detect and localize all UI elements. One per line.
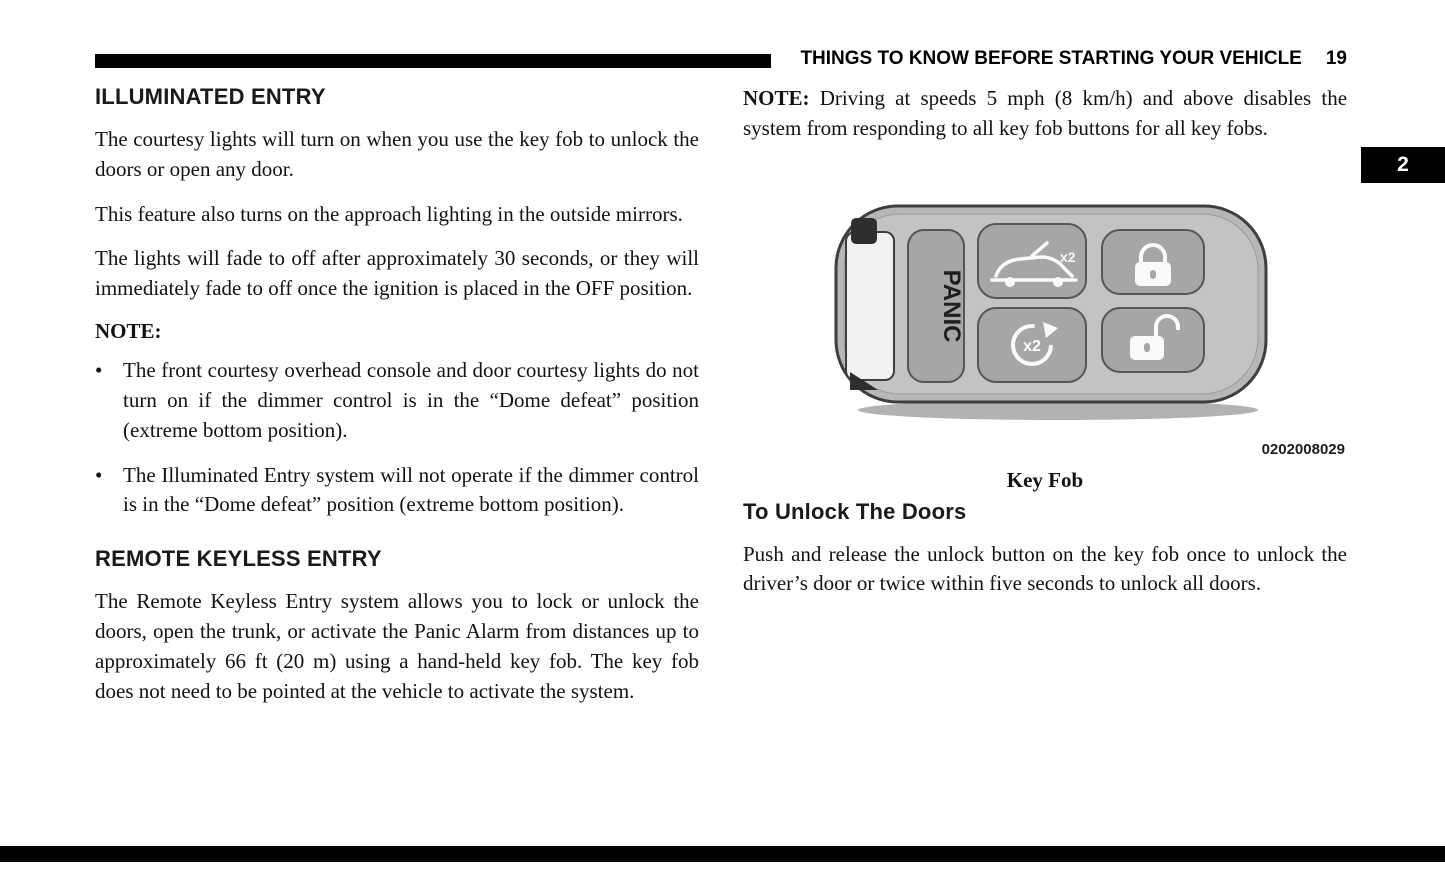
note-label: NOTE: <box>743 86 810 110</box>
figure-caption: Key Fob <box>1006 467 1084 492</box>
key-fob-illustration <box>810 178 1280 430</box>
remote-start-x2-label: x2 <box>1023 337 1041 355</box>
page-number: 19 <box>1325 48 1347 69</box>
section-heading-to-unlock-the-doors: To Unlock The Doors <box>743 498 967 524</box>
paragraph: The courtesy lights will turn on when you use the key fob to unlock the doors or open any door. <box>95 127 699 181</box>
note-paragraph <box>743 84 1347 144</box>
list-item <box>95 461 699 521</box>
section-heading-remote-keyless-entry: REMOTE KEYLESS ENTRY <box>95 546 382 572</box>
paragraph: The lights will fade to off after approximately 30 seconds, or they will immediately fade to off once the ignition is placed in the OFF position. <box>95 246 699 301</box>
section-tab <box>1361 147 1445 183</box>
note-text: Driving at speeds 5 mph (8 km/h) and above disables the system from responding to all key fob buttons for all key fobs. <box>743 86 1348 140</box>
figure-number: 0202008029 <box>1261 440 1345 458</box>
key-fob-image <box>810 178 1280 435</box>
paragraph: Push and release the unlock button on the key fob once to unlock the driver’s door or twice within five seconds to unlock all doors. <box>743 541 1347 596</box>
paragraph: This feature also turns on the approach lighting in the outside mirrors. <box>95 201 683 226</box>
bullet-text: The Illuminated Entry system will not operate if the dimmer control is in the “Dome defeat” position (extreme bottom position). <box>123 462 699 517</box>
note-label: NOTE: <box>95 319 162 344</box>
bullet-marker: • <box>95 462 103 487</box>
key-ring-slot <box>851 218 877 244</box>
header-title: THINGS TO KNOW BEFORE STARTING YOUR VEHICLE <box>800 48 1302 69</box>
panic-button-label: PANIC <box>938 269 965 343</box>
key-fob-figure <box>743 178 1347 493</box>
header-rule-bar <box>95 54 771 68</box>
left-column <box>95 84 699 721</box>
paragraph: The Remote Keyless Entry system allows you to lock or unlock the doors, open the trunk, or activate the Panic Alarm from distances up to approximately 66 ft (20 m) using a hand-held key fob. The key fob does not need to be pointed at the vehicle to activate the system. <box>95 589 699 703</box>
page-header <box>780 48 1347 70</box>
list-item <box>95 356 699 445</box>
bullet-text: The front courtesy overhead console and door courtesy lights do not turn on if the dimmer control is in the “Dome defeat” position (extreme bottom position). <box>123 358 699 442</box>
section-tab-number: 2 <box>1397 153 1409 176</box>
bullet-marker: • <box>95 358 103 383</box>
section-heading-illuminated-entry: ILLUMINATED ENTRY <box>95 84 326 109</box>
trunk-x2-label: x2 <box>1060 248 1076 265</box>
key-blade <box>846 232 894 380</box>
footer-rule-bar <box>0 846 1445 862</box>
right-column <box>743 84 1347 614</box>
